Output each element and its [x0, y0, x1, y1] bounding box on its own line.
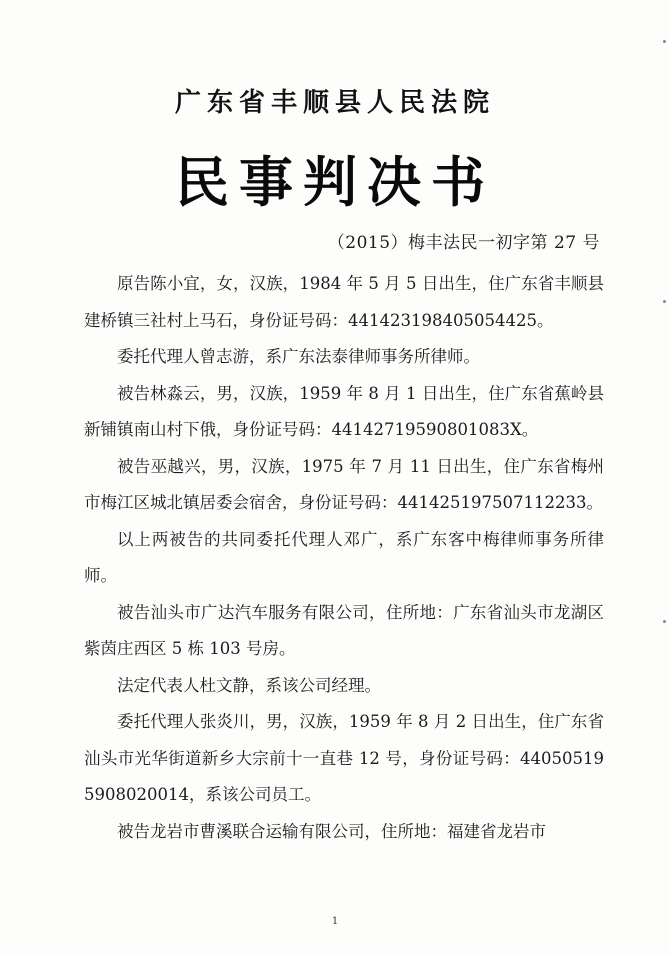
- paragraph-plaintiff-agent: 委托代理人曾志游，系广东法泰律师事务所律师。: [117, 347, 480, 366]
- paragraph-defendant-guangda: 被告汕头市广达汽车服务有限公司，住所地：广东省汕头市龙湖区紫茵庄西区 5 栋 103 号房。: [84, 602, 604, 658]
- paragraph-defendant-caoxi: 被告龙岩市曹溪联合运输有限公司，住所地：福建省龙岩市: [117, 821, 546, 841]
- document-title: 民事判决书: [175, 151, 495, 214]
- case-number: （2015）梅丰法民一初字第 27 号: [327, 233, 600, 253]
- paragraph-defendant-lin: 被告林淼云，男，汉族，1959 年 8 月 1 日出生，住广东省蕉岭县新铺镇南山村下俄，身份证号码：44142719590801083X。: [84, 383, 604, 439]
- scan-speck: [663, 620, 666, 623]
- paragraph-company-agent: 委托代理人张炎川，男，汉族，1959 年 8 月 2 日出生，住广东省汕头市光华街道新乡大宗前十一直巷 12 号，身份证号码：440505195908020014，系该公司员工。: [84, 712, 604, 804]
- paragraph-legal-representative: 法定代表人杜文静，系该公司经理。: [117, 675, 381, 695]
- scan-speck: [663, 300, 666, 303]
- paragraph-defendant-wu: 被告巫越兴，男，汉族，1975 年 7 月 11 日出生，住广东省梅州市梅江区城北镇居委会宿舍，身份证号码：441425197507112233。: [84, 456, 604, 512]
- paragraph-joint-agent: 以上两被告的共同委托代理人邓广，系广东客中梅律师事务所律师。: [84, 529, 604, 585]
- scan-speck: [663, 40, 666, 43]
- paragraph-plaintiff: 原告陈小宜，女，汉族，1984 年 5 月 5 日出生，住广东省丰顺县建桥镇三社村上马石，身份证号码：441423198405054425。: [84, 274, 604, 330]
- page-number: 1: [331, 916, 339, 927]
- judgment-body: [84, 266, 604, 850]
- court-name: 广东省丰顺县人民法院: [174, 88, 495, 118]
